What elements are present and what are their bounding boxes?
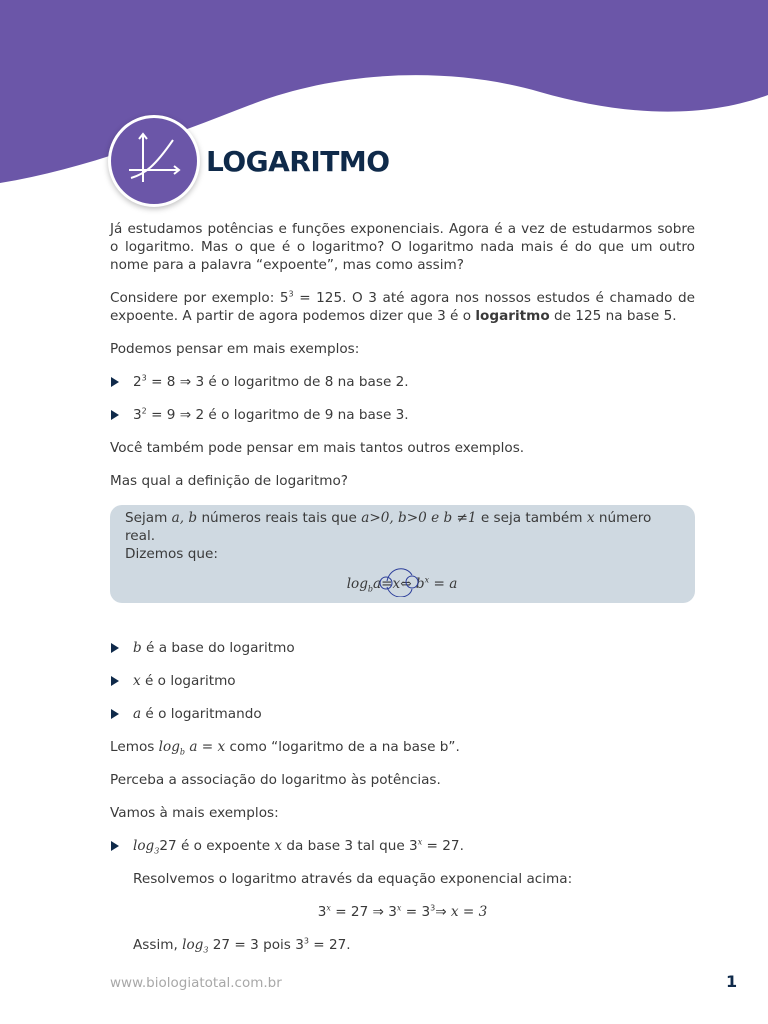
bullet-text: = 9 ⇒ 2 é o logaritmo de 9 na base 3.	[146, 407, 409, 423]
definition-box	[110, 505, 695, 603]
def-math: a, b	[171, 510, 198, 526]
term-text: é o logaritmo	[140, 673, 236, 689]
association-text: Perceba a associação do logaritmo às potências.	[110, 772, 441, 788]
example-num: 27	[159, 838, 177, 854]
eq-exp: x	[326, 903, 331, 913]
concl-text: = 27.	[308, 937, 351, 953]
eq-part: = 27 ⇒ 3	[330, 904, 397, 920]
bullet-exponent: 3	[141, 373, 147, 383]
eq-exp: 3	[430, 903, 436, 913]
reading-text: como “logaritmo de a na base b”.	[225, 739, 460, 755]
more-text: Vamos à mais exemplos:	[110, 805, 279, 821]
solve-equation	[110, 903, 695, 921]
def-math: a>0, b>0 e b ≠1	[361, 510, 477, 526]
formula-log: log	[346, 576, 368, 592]
example-bold-term: logaritmo	[475, 308, 550, 324]
definition-line-2: Dizemos que:	[125, 546, 218, 562]
term-var: a	[133, 706, 142, 722]
conclusion-text	[110, 936, 695, 954]
term-text: é o logaritmando	[141, 706, 262, 722]
formula-exponent: x	[424, 575, 430, 585]
relation-arrows-icon	[372, 567, 432, 597]
concl-exp: 3	[303, 936, 309, 946]
example-text: é o expoente	[176, 838, 275, 854]
page-title: LOGARITMO	[206, 145, 390, 178]
bullet-text: = 8 ⇒ 3 é o logaritmo de 8 na base 2.	[146, 374, 409, 390]
example-text-c: de 125 na base 5.	[549, 308, 677, 324]
list-item	[110, 406, 695, 424]
page-number: 1	[726, 972, 738, 991]
example-var: x	[274, 838, 283, 854]
concl-text: Assim,	[133, 937, 183, 953]
others-text: Você também pode pensar em mais tantos outros exemplos.	[110, 440, 525, 456]
concl-text: 27 = 3	[208, 937, 259, 953]
def-text: e seja também	[476, 510, 587, 526]
list-item	[110, 373, 695, 391]
def-text: números reais tais que	[197, 510, 362, 526]
solve-text: Resolvemos o logaritmo através da equação exponencial acima:	[133, 871, 573, 887]
example-exp: x	[417, 837, 423, 847]
example-exponent: 3	[288, 289, 294, 299]
logo-badge	[108, 115, 200, 207]
formula-a: a	[373, 576, 382, 592]
eq-part: 3	[317, 904, 327, 920]
footer-url[interactable]: www.biologiatotal.com.br	[110, 975, 282, 991]
more-examples-text: Podemos pensar em mais exemplos:	[110, 341, 360, 357]
eq-exp: x	[396, 903, 402, 913]
def-text: Sejam	[125, 510, 172, 526]
list-item	[110, 705, 695, 723]
eq-part: = 3	[401, 904, 431, 920]
formula-iff: ⇔ b	[400, 576, 425, 592]
eq-result: x = 3	[450, 904, 488, 920]
term-var: b	[133, 640, 142, 656]
def-text: número real.	[125, 510, 652, 544]
concl-log: log	[182, 937, 204, 953]
definition-line-1	[125, 509, 679, 545]
concl-base: 3	[203, 945, 209, 955]
def-math: x	[586, 510, 595, 526]
reading-log: log	[158, 739, 180, 755]
question-text: Mas qual a definição de logaritmo?	[110, 473, 349, 489]
formula-end: = a	[429, 576, 458, 592]
intro-paragraph: Já estudamos potências e funções exponenciais. Agora é a vez de estudarmos sobre o logaritmo. Mas o que é o logaritmo? O logaritmo nada mais é do que um outro nome para a palavra “expoente”, mas como assim?	[110, 221, 695, 273]
list-item	[110, 639, 695, 657]
example-base: 3	[154, 846, 160, 856]
formula-base: b	[367, 584, 374, 594]
bullet-base: 2	[133, 374, 142, 390]
bullet-base: 3	[133, 407, 142, 423]
example-text: da base 3 tal que 3	[282, 838, 418, 854]
bullet-exponent: 2	[141, 406, 147, 416]
term-var: x	[133, 673, 141, 689]
main-content	[110, 220, 695, 969]
formula-equals: =	[381, 576, 393, 592]
definition-formula	[125, 575, 679, 593]
term-text: é a base do logaritmo	[141, 640, 295, 656]
list-item	[110, 672, 695, 690]
example-text-a: Considere por exemplo: 5	[110, 290, 289, 306]
formula-x: x	[392, 576, 401, 592]
example-paragraph	[110, 289, 695, 325]
example-text: = 27.	[422, 838, 464, 854]
concl-text: pois 3	[258, 937, 304, 953]
list-item	[110, 837, 695, 855]
reading-text: Lemos	[110, 739, 159, 755]
reading-base: b	[179, 747, 186, 757]
exponential-curve-icon	[125, 130, 183, 188]
reading-paragraph	[110, 738, 695, 756]
eq-part: ⇒	[435, 904, 451, 920]
example-text-b: = 125. O 3 até agora nos nossos estudos é chamado de expoente. A partir de agora podemos dizer que 3 é o	[110, 290, 695, 324]
example-log: log	[133, 838, 155, 854]
reading-expr: a = x	[185, 739, 226, 755]
